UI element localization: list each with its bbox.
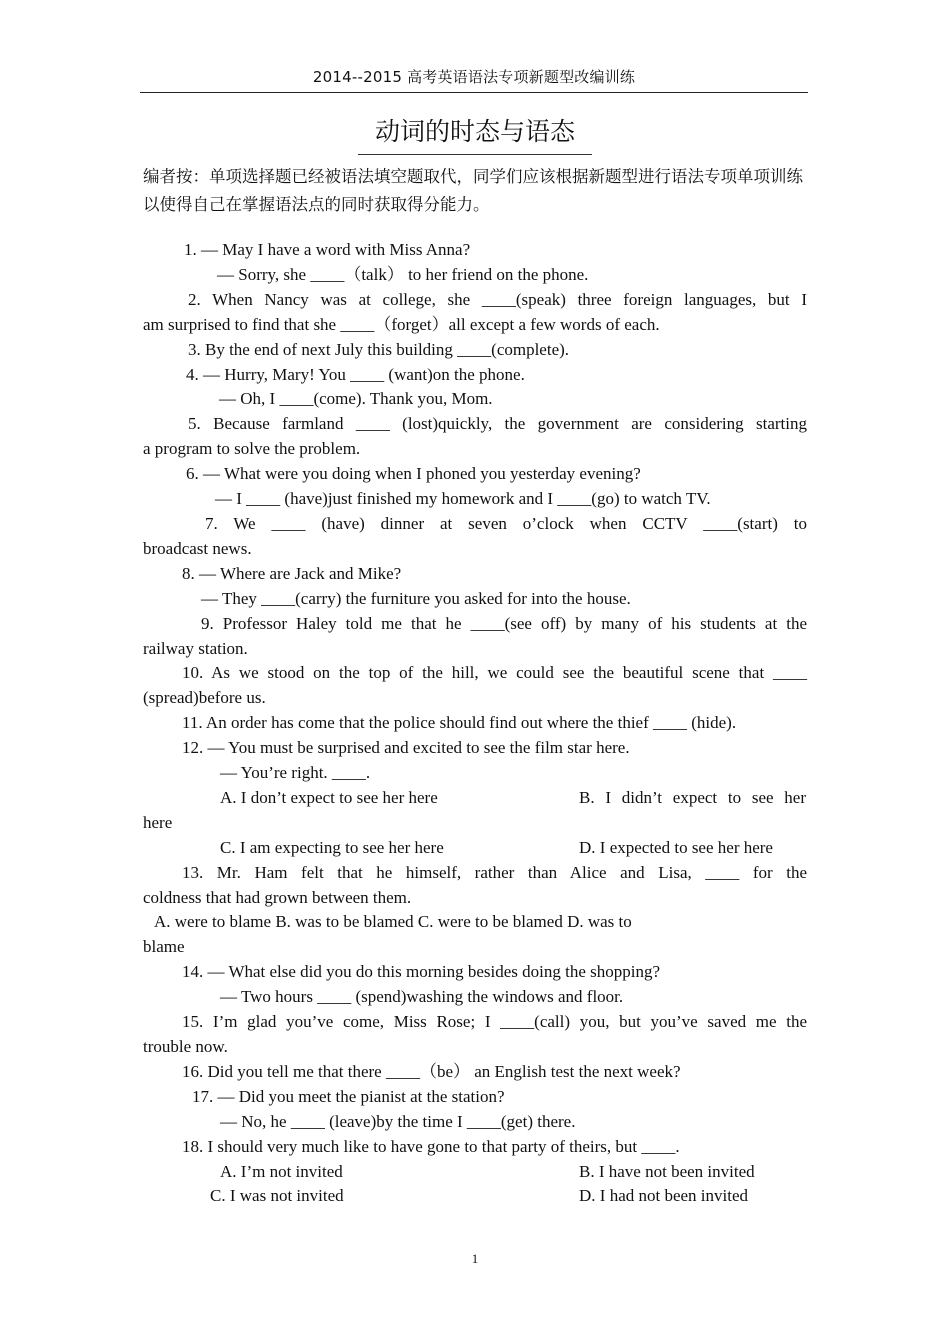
question-18-options-ab: [143, 1160, 807, 1185]
question-12-option-d: D. I expected to see her here: [579, 837, 773, 857]
question-18-line-1: 18. I should very much like to have gone to that party of theirs, but ____.: [182, 1136, 680, 1156]
question-7-line-2: broadcast news.: [143, 538, 252, 558]
question-12-line-1: 12. — You must be surprised and excited to see the film star here.: [182, 738, 630, 758]
question-18-option-a: A. I’m not invited: [220, 1161, 343, 1181]
question-12-option-b: B. I didn’t expect to see her: [579, 787, 806, 807]
question-12-option-c: C. I am expecting to see her here: [220, 837, 444, 857]
question-5-line-1: 5. Because farmland ____ (lost)quickly, the government are considering starting: [188, 414, 807, 434]
question-12-option-b-continued: here: [143, 812, 173, 832]
question-9-line-1: 9. Professor Haley told me that he ____(see off) by many of his students at the: [201, 613, 807, 633]
question-5-line-2: a program to solve the problem.: [143, 439, 361, 459]
question-10-line-2: (spread)before us.: [143, 688, 266, 708]
question-3-line-1: 3. By the end of next July this building ____(complete).: [188, 339, 570, 359]
question-1-line-1: 1. — May I have a word with Miss Anna?: [184, 240, 471, 259]
question-17-line-2: — No, he ____ (leave)by the time I ____(get) there.: [220, 1111, 576, 1131]
question-13-options-continued: blame: [143, 937, 185, 957]
question-8-line-1: 8. — Where are Jack and Mike?: [182, 563, 402, 583]
question-1-line-2: — Sorry, she ____（talk） to her friend on the phone.: [217, 264, 589, 284]
header-rule: [140, 92, 808, 93]
question-8-line-2: — They ____(carry) the furniture you asked for into the house.: [201, 588, 631, 608]
question-10-line-1: 10. As we stood on the top of the hill, we could see the beautiful scene that ____: [182, 663, 807, 683]
question-9-line-2: railway station.: [143, 638, 248, 658]
question-13-line-2: coldness that had grown between them.: [143, 887, 412, 907]
question-4-line-2: — Oh, I ____(come). Thank you, Mom.: [219, 389, 493, 409]
question-16-line-1: 16. Did you tell me that there ____（be） an English test the next week?: [182, 1061, 681, 1081]
question-17-line-1: 17. — Did you meet the pianist at the station?: [192, 1086, 505, 1106]
question-14-line-1: 14. — What else did you do this morning besides doing the shopping?: [182, 962, 661, 982]
page-number: 1: [471, 1251, 479, 1266]
question-12-option-a: A. I don’t expect to see her here: [220, 787, 438, 807]
question-7-line-1: 7. We ____ (have) dinner at seven o’clock when CCTV ____(start) to: [205, 513, 807, 533]
question-18-options-cd: [143, 1184, 807, 1209]
question-6-line-1: 6. — What were you doing when I phoned you yesterday evening?: [186, 464, 641, 484]
question-18-option-b: B. I have not been invited: [579, 1161, 755, 1181]
question-12-line-2: — You’re right. ____.: [220, 763, 371, 783]
question-12-options-cd: [143, 836, 807, 861]
question-13-options: A. were to blame B. was to be blamed C. were to be blamed D. was to: [154, 912, 632, 932]
page-title: 动词的时态与语态: [374, 117, 575, 146]
question-6-line-2: — I ____ (have)just finished my homework and I ____(go) to watch TV.: [215, 489, 711, 509]
title-underline: [358, 154, 592, 155]
editor-note: 编者按：单项选择题已经被语法填空题取代，同学们应该根据新题型进行语法专项单项训练以使得自己在掌握语法点的同时获取得分能力。: [143, 167, 803, 214]
question-15-line-1: 15. I’m glad you’ve come, Miss Rose; I ____(call) you, but you’ve saved me the: [182, 1012, 807, 1032]
question-13-line-1: 13. Mr. Ham felt that he himself, rather than Alice and Lisa, ____ for the: [182, 862, 807, 882]
question-4-line-1: 4. — Hurry, Mary! You ____ (want)on the phone.: [186, 364, 525, 384]
question-2-line-1: 2. When Nancy was at college, she ____(speak) three foreign languages, but I: [188, 289, 807, 309]
question-list: [143, 238, 807, 1209]
question-18-option-c: C. I was not invited: [210, 1186, 344, 1206]
running-header: 2014--2015 高考英语语法专项新题型改编训练: [312, 68, 636, 86]
question-14-line-2: — Two hours ____ (spend)washing the windows and floor.: [220, 987, 624, 1007]
question-2-line-2: am surprised to find that she ____（forget）all except a few words of each.: [143, 314, 660, 334]
question-11-line-1: 11. An order has come that the police should find out where the thief ____ (hide).: [182, 713, 737, 733]
question-18-option-d: D. I had not been invited: [579, 1186, 749, 1206]
question-12-options-ab: [143, 786, 807, 811]
question-15-line-2: trouble now.: [143, 1037, 228, 1056]
